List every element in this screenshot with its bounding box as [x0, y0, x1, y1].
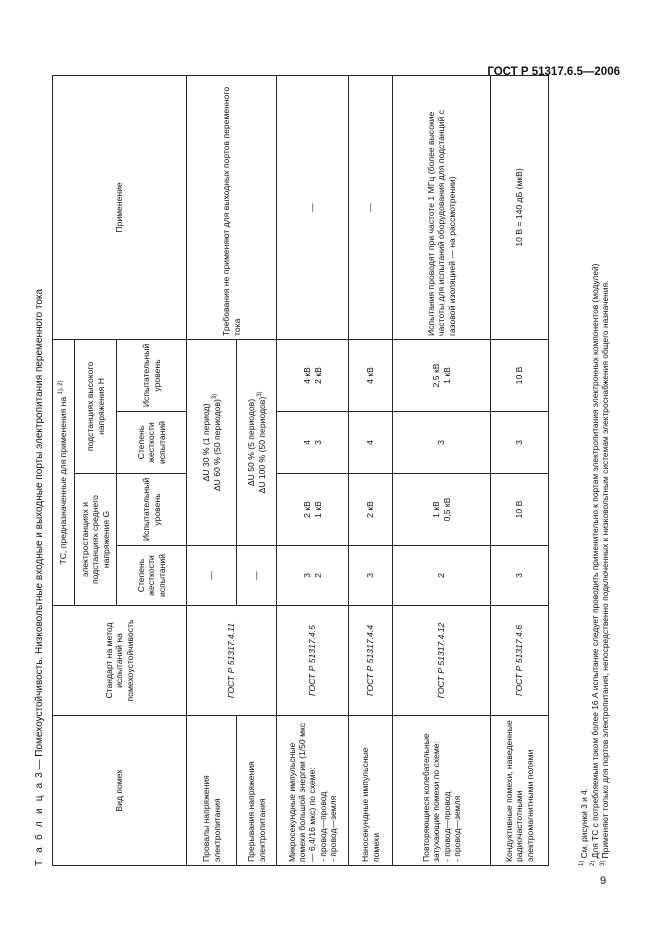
tc-group-label: ТС, предназначенные для применения на [58, 396, 69, 565]
footnote [600, 76, 611, 866]
document-header: ГОСТ Р 51317.6.5—2006 [487, 66, 620, 78]
table-row [491, 75, 549, 865]
merged-level-line: ΔU 60 % (50 периодов) [212, 399, 222, 492]
footnote-mark: 3) [600, 860, 607, 866]
type-line: - провод—провод [441, 791, 452, 862]
caption-text: — Помехоустойчивость. Низковольтные входные и выходные порты электропитания переменного тока [34, 288, 45, 770]
table-row [187, 75, 237, 865]
row-application: Требования не применяют для выходных портов переменного тока [187, 75, 277, 339]
footnote [590, 76, 601, 866]
col-header-group-h: подстанциях высокого напряжения H [75, 339, 117, 473]
row-g-severity: 3 [349, 546, 393, 606]
table-caption [34, 76, 45, 866]
row-g-severity: 2 [393, 546, 491, 606]
row-type [393, 716, 491, 866]
table-row [393, 75, 491, 865]
row-h-level: 4 кВ [349, 339, 393, 411]
row-h-severity: 3 [491, 412, 549, 474]
row-g-severity [277, 546, 349, 606]
table-row [277, 75, 349, 865]
caption-number: 3 [34, 772, 45, 778]
value-line: 2 кВ [312, 367, 323, 384]
col-header-type: Вид помех [53, 716, 187, 866]
row-type: Кондуктивные помехи, наведенные радиочастотными электромагнитными полями [491, 716, 549, 866]
footnote [579, 76, 590, 866]
value-line: 2,5 кВ [431, 363, 442, 388]
row-h-level [393, 339, 491, 411]
value-line: 3 [312, 440, 323, 445]
row-type: Провалы напряжения электропитания [187, 716, 237, 866]
footnote-ref: 3) [257, 391, 264, 397]
row-h-severity: 4 [349, 412, 393, 474]
row-standard: ГОСТ Р 51317.4.5 [277, 606, 349, 716]
col-header-standard: Стандарт на метод испытаний на помехоустойчивость [53, 606, 187, 716]
row-application: Испытания проводят при частоте 1 МГц (более высокие частоты для испытаний оборудования для подстанций с газовой изоляцией — на рассмотрении) [393, 75, 491, 339]
col-header-g-severity: Степень жесткости испытаний [117, 546, 187, 606]
row-merged-levels [187, 339, 237, 545]
row-standard: ГОСТ Р 51317.4.11 [187, 606, 277, 716]
value-line: 2 [312, 573, 323, 578]
row-merged-levels [237, 339, 277, 545]
value-line: 4 [302, 440, 313, 445]
col-header-group-g: электростанциях и подстанциях среднего напряжения G [75, 474, 117, 606]
row-g-severity: — [237, 546, 277, 606]
caption-label: Т а б л и ц а [34, 780, 45, 866]
row-standard: ГОСТ Р 51317.4.4 [349, 606, 393, 716]
footnote-mark: 2) [589, 860, 596, 866]
row-application: — [277, 75, 349, 339]
type-line: - провод—земля [327, 795, 338, 862]
type-line: Повторяющиеся колебательные затухающие помехи по схеме: [420, 733, 442, 862]
footnote-text: Для ТС с потребляемым током более 16 А испытание следует проводить применительно к портам электропитания электронных компонентов (модулей) [589, 263, 600, 859]
row-h-severity: 3 [393, 412, 491, 474]
type-line: Микросекундные импульсные помехи большой энергии (1/50 мкс — 6,4/16 мкс) по схеме: [286, 722, 318, 862]
col-header-h-severity: Степень жесткости испытаний [117, 412, 187, 474]
row-type: Наносекундные импульсные помехи [349, 716, 393, 866]
row-g-level: 2 кВ [349, 474, 393, 546]
row-g-severity: 3 [491, 546, 549, 606]
page-number: 9 [600, 875, 607, 887]
interference-immunity-table [52, 75, 549, 866]
value-line: 3 [302, 573, 313, 578]
merged-level-line: ΔU 30 % (1 период) [200, 403, 211, 482]
value-line: 1 кВ [431, 501, 442, 518]
value-line: 2 кВ [302, 501, 313, 518]
footnote-text: Применяют только для портов электропитания, непосредственно подключенных к низковольтным системам электроснабжения общего назначения. [600, 280, 610, 859]
col-header-g-level: Испытательный уровень [117, 474, 187, 546]
row-g-level: 10 В [491, 474, 549, 546]
value-line: 1 кВ [441, 367, 452, 384]
footnote-text: См. рисунки 3 и 4. [579, 787, 589, 859]
row-h-severity [277, 412, 349, 474]
rotated-table-page [34, 76, 630, 866]
value-line: 1 кВ [312, 501, 323, 518]
row-standard: ГОСТ Р 51317.4.6 [491, 606, 549, 716]
table-row [349, 75, 393, 865]
row-application: — [349, 75, 393, 339]
row-type: Прерывания напряжения электропитания [237, 716, 277, 866]
row-h-level [277, 339, 349, 411]
row-g-level [277, 474, 349, 546]
row-application: 10 В = 140 дБ (мкВ) [491, 75, 549, 339]
col-header-application: Применение [53, 75, 187, 339]
row-standard: ГОСТ Р 51317.4.12 [393, 606, 491, 716]
row-g-level [393, 474, 491, 546]
table-footnotes [579, 76, 611, 866]
value-line: 4 кВ [302, 367, 313, 384]
footnote-ref: 3) [212, 393, 219, 400]
type-line: - провод—провод [317, 791, 328, 862]
col-header-tc-group [53, 339, 75, 605]
merged-level-line: ΔU 50 % (5 периодов) [245, 398, 256, 487]
type-line: - провод—земля [451, 795, 462, 862]
row-g-severity: — [187, 546, 237, 606]
value-line: 0,5 кВ [441, 497, 452, 522]
col-header-h-level: Испытательный уровень [117, 339, 187, 411]
row-h-level: 10 В [491, 339, 549, 411]
row-type [277, 716, 349, 866]
merged-level-line: ΔU 100 % (50 периодов) [257, 396, 267, 494]
tc-group-footnote-ref: 1), 2) [58, 380, 65, 395]
footnote-mark: 1) [579, 860, 586, 866]
